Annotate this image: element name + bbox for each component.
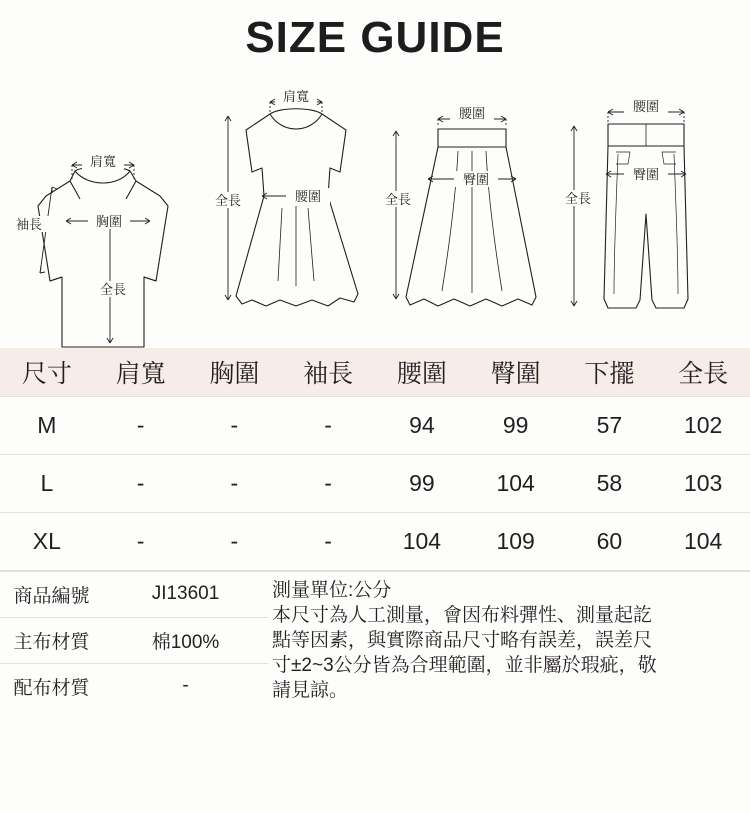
skirt-illustration — [380, 101, 555, 341]
info-label-product-code: 商品編號 — [0, 571, 103, 617]
cell-length: 104 — [656, 512, 750, 570]
note-line-4: 請見諒。 — [272, 679, 349, 701]
cell-waist: 94 — [375, 396, 469, 454]
col-header-length: 全長 — [656, 348, 750, 396]
product-info-table — [0, 571, 750, 709]
table-header-row — [0, 348, 750, 396]
label-total-length: 全長 — [384, 192, 412, 207]
label-hip: 臀圍 — [462, 172, 490, 187]
label-total-length: 全長 — [214, 193, 242, 208]
cell-waist: 104 — [375, 512, 469, 570]
cell-hip: 99 — [469, 396, 563, 454]
label-bust: 胸圍 — [95, 214, 123, 229]
cell-size: XL — [0, 512, 94, 570]
label-waist: 腰圍 — [458, 106, 486, 121]
col-header-size: 尺寸 — [0, 348, 94, 396]
note-line-1: 本尺寸為人工測量，會因布料彈性、測量起訖 — [272, 604, 653, 626]
garment-figures — [0, 66, 750, 348]
col-header-hem: 下擺 — [563, 348, 657, 396]
col-header-waist: 腰圍 — [375, 348, 469, 396]
pants-illustration — [560, 94, 740, 344]
info-row-product-code — [0, 571, 750, 617]
page-title: SIZE GUIDE — [245, 13, 505, 62]
cell-bust: - — [188, 396, 282, 454]
col-header-bust: 胸圍 — [188, 348, 282, 396]
info-value-main-fabric: 棉100% — [103, 617, 268, 663]
label-total-length: 全長 — [564, 191, 592, 206]
label-waist: 腰圍 — [294, 189, 322, 204]
note-line-unit: 測量單位:公分 — [272, 579, 392, 601]
figure-top — [10, 121, 200, 351]
figure-pants — [560, 94, 740, 344]
cell-sleeve: - — [281, 512, 375, 570]
note-line-3: 寸±2~3公分皆為合理範圍，並非屬於瑕疵，敬 — [272, 654, 657, 676]
label-sleeve: 袖長 — [15, 217, 43, 232]
cell-hem: 57 — [563, 396, 657, 454]
size-table — [0, 348, 750, 571]
info-value-secondary-fabric: - — [103, 663, 268, 709]
cell-waist: 99 — [375, 454, 469, 512]
label-hip: 臀圍 — [632, 167, 660, 182]
cell-hip: 109 — [469, 512, 563, 570]
cell-shoulder: - — [94, 396, 188, 454]
cell-sleeve: - — [281, 396, 375, 454]
cell-size: M — [0, 396, 94, 454]
cell-size: L — [0, 454, 94, 512]
cell-hip: 104 — [469, 454, 563, 512]
size-table-head — [0, 348, 750, 396]
table-row — [0, 396, 750, 454]
top-illustration — [10, 121, 200, 351]
cell-shoulder: - — [94, 454, 188, 512]
label-total-length: 全長 — [99, 282, 127, 297]
cell-shoulder: - — [94, 512, 188, 570]
label-shoulder: 肩寬 — [282, 89, 310, 104]
col-header-shoulder: 肩寬 — [94, 348, 188, 396]
info-label-main-fabric: 主布材質 — [0, 617, 103, 663]
cell-bust: - — [188, 454, 282, 512]
cell-bust: - — [188, 512, 282, 570]
cell-length: 103 — [656, 454, 750, 512]
dress-illustration — [208, 76, 388, 346]
label-shoulder: 肩寬 — [89, 154, 117, 169]
cell-length: 102 — [656, 396, 750, 454]
info-value-product-code: JI13601 — [103, 571, 268, 617]
info-label-secondary-fabric: 配布材質 — [0, 663, 103, 709]
cell-hem: 60 — [563, 512, 657, 570]
figure-dress — [208, 76, 388, 346]
cell-sleeve: - — [281, 454, 375, 512]
note-line-2: 點等因素，與實際商品尺寸略有誤差，誤差尺 — [272, 629, 653, 651]
col-header-sleeve: 袖長 — [281, 348, 375, 396]
table-row — [0, 512, 750, 570]
col-header-hip: 臀圍 — [469, 348, 563, 396]
cell-hem: 58 — [563, 454, 657, 512]
table-row — [0, 454, 750, 512]
measurement-note — [268, 571, 750, 709]
label-waist: 腰圍 — [632, 99, 660, 114]
figure-skirt — [380, 101, 555, 341]
size-table-body — [0, 396, 750, 570]
